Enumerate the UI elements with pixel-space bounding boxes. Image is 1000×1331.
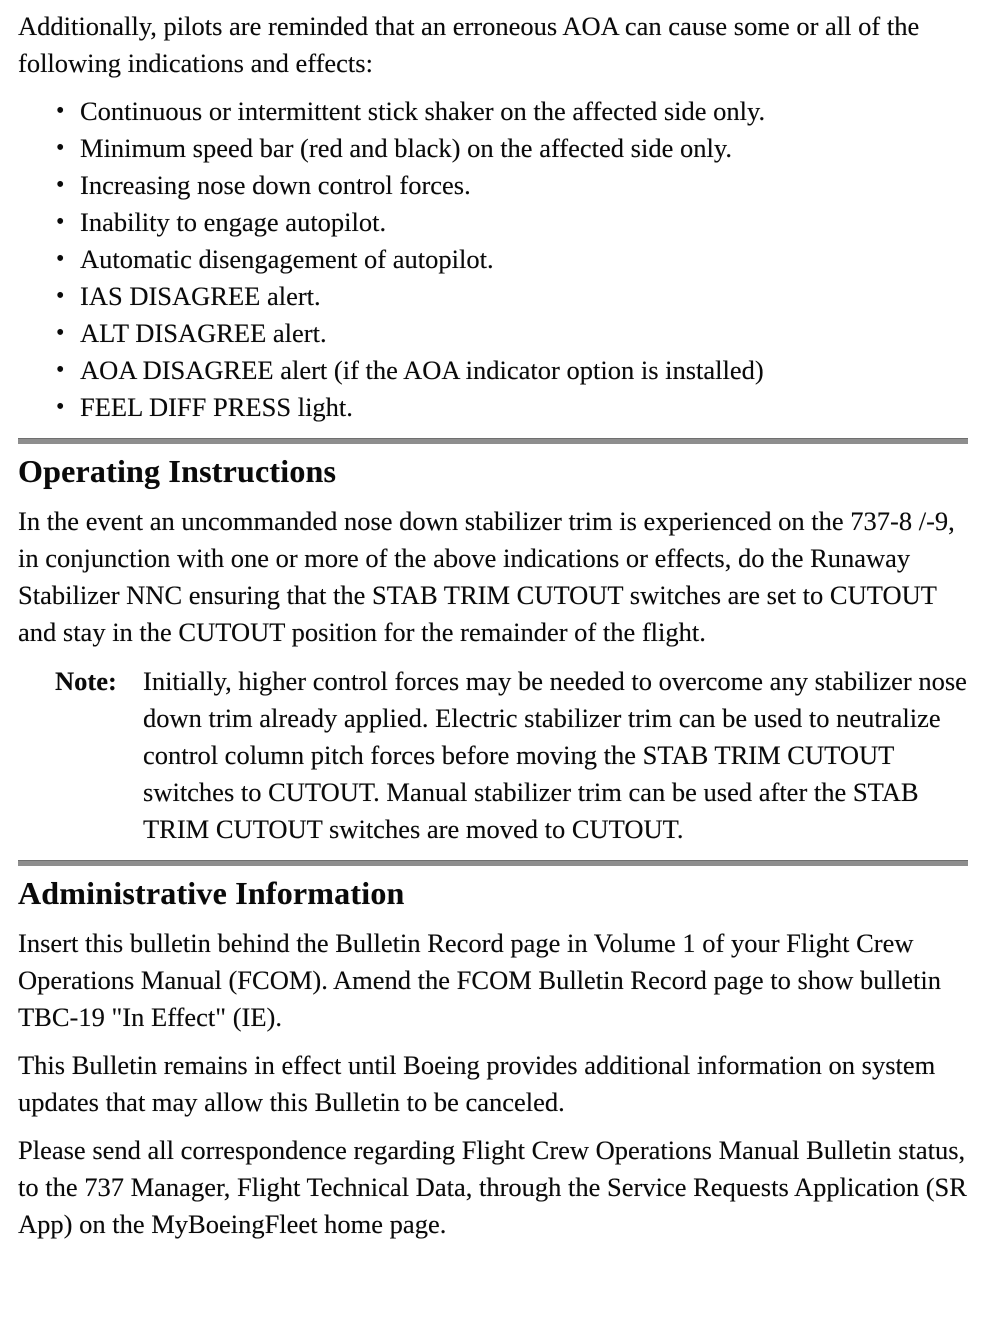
section-administrative-information: [18, 874, 968, 1243]
indications-list: [18, 93, 968, 426]
paragraph: This Bulletin remains in effect until Boeing provides additional information on system updates that may allow this Bulletin to be canceled.: [18, 1050, 936, 1117]
paragraph: In the event an uncommanded nose down stabilizer trim is experienced on the 737-8 /-9, in conjunction with one or more of the above indications or effects, do the Runaway Stabilizer NNC ensuring that the STAB TRIM CUTOUT switches are set to CUTOUT and stay in the CUTOUT position for the remainder of the flight.: [18, 506, 955, 647]
list-item: • Inability to engage autopilot.: [18, 204, 968, 241]
list-item: • AOA DISAGREE alert (if the AOA indicator option is installed): [18, 352, 968, 389]
list-item: • Minimum speed bar (red and black) on the affected side only.: [18, 130, 968, 167]
paragraph: Please send all correspondence regarding Flight Crew Operations Manual Bulletin status, to the 737 Manager, Flight Technical Data, through the Service Requests Application (SR App) on the MyBoeingFleet home page.: [18, 1135, 967, 1239]
intro-paragraph: Additionally, pilots are reminded that an erroneous AOA can cause some or all of the following indications and effects:: [18, 11, 920, 78]
list-item: • Automatic disengagement of autopilot.: [18, 241, 968, 278]
list-item: • IAS DISAGREE alert.: [18, 278, 968, 315]
list-item: • ALT DISAGREE alert.: [18, 315, 968, 352]
section-heading: Administrative Information: [18, 875, 405, 911]
paragraph: Insert this bulletin behind the Bulletin Record page in Volume 1 of your Flight Crew Operations Manual (FCOM). Amend the FCOM Bulletin Record page to show bulletin TBC-19 "In Effect" (IE).: [18, 928, 941, 1032]
section-divider: [18, 860, 968, 866]
section-divider: [18, 438, 968, 444]
list-item: • FEEL DIFF PRESS light.: [18, 389, 968, 426]
list-item: • Continuous or intermittent stick shaker on the affected side only.: [18, 93, 968, 130]
list-item: • Increasing nose down control forces.: [18, 167, 968, 204]
note-text: Initially, higher control forces may be needed to overcome any stabilizer nose down trim already applied. Electric stabilizer trim can be used to neutralize control column pitch forces before moving the STAB TRIM CUTOUT switches to CUTOUT. Manual stabilizer trim can be used after the STAB TRIM CUTOUT switches are moved to CUTOUT.: [143, 666, 967, 844]
section-operating-instructions: [18, 452, 968, 848]
section-heading: Operating Instructions: [18, 453, 337, 489]
note-label: Note:: [55, 666, 117, 696]
note-block: [55, 663, 968, 848]
